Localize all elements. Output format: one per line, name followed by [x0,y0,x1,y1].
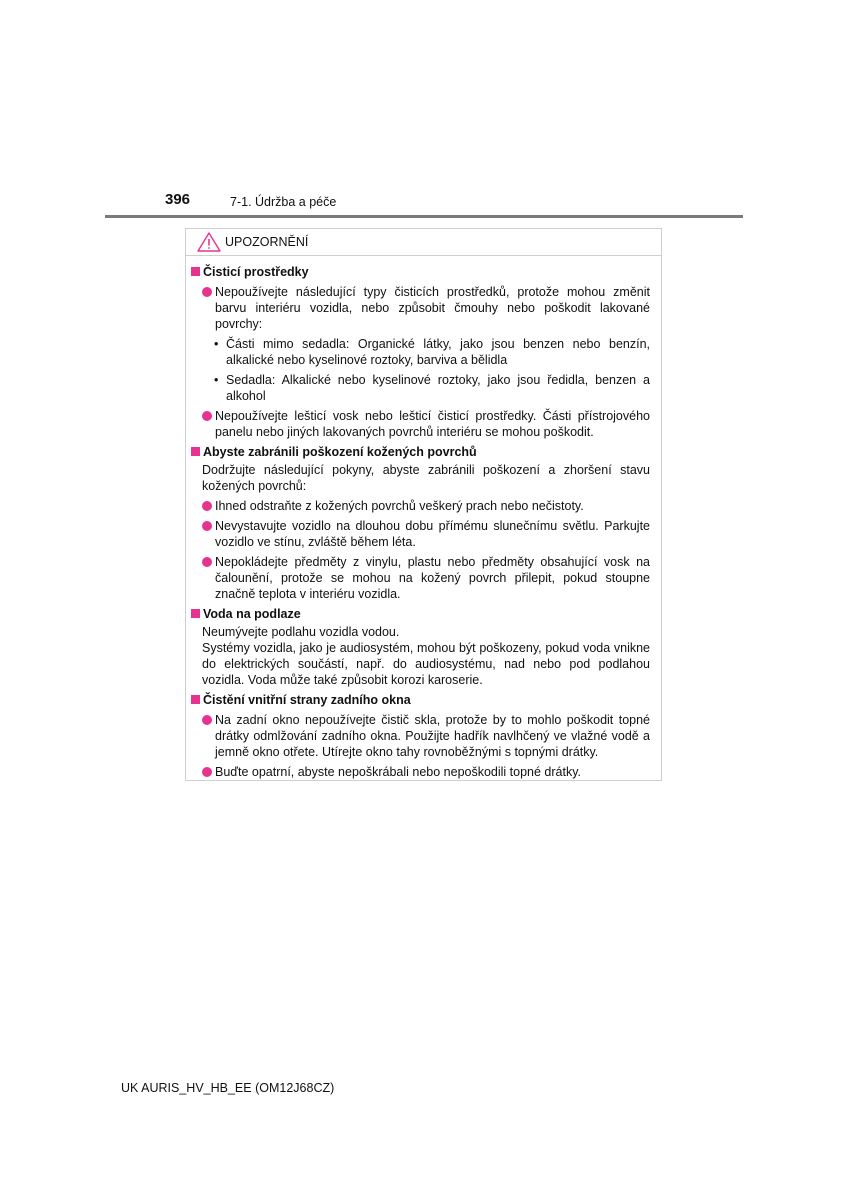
section-heading-rear-window [191,692,650,708]
pink-dot-icon [202,715,212,725]
pink-dot-icon [202,501,212,511]
section-heading-cleaners [191,264,650,280]
section-heading-leather [191,444,650,460]
pink-square-icon [191,609,200,618]
caution-box [185,228,662,781]
section-title: 7-1. Údržba a péče [230,195,337,209]
bullet-mark: • [214,373,219,387]
list-item-text: Na zadní okno nepoužívejte čistič skla, protože by to mohlo poškodit topné drátky odmlžování zadního okna. Použijte hadřík navlhčený ve vlažné vodě a jemně okno otřete. Utírejte okno tahy rovnoběžnými s topnými drátky. [215,713,650,759]
heading-text: Voda na podlaze [203,607,301,621]
list-item-text: Nevystavujte vozidlo na dlouhou dobu přímému slunečnímu světlu. Parkujte vozidlo ve stínu, zvláště během léta. [215,519,650,549]
paragraph: Dodržujte následující pokyny, abyste zabránili poškození a zhoršení stavu kožených povrchů: [202,463,650,493]
caution-header [186,229,661,256]
header-rule [105,215,743,218]
caution-body [186,256,661,780]
page-number: 396 [165,191,191,208]
pink-dot-icon [202,287,212,297]
list-item-text: Nepoužívejte lešticí vosk nebo lešticí čisticí prostředky. Části přístrojového panelu nebo jiných lakovaných povrchů interiéru se mohou poškodit. [215,409,650,439]
sub-list-item [191,372,650,404]
list-item [191,764,650,780]
sub-list-item-text: Části mimo sedadla: Organické látky, jako jsou benzen nebo benzín, alkalické nebo kyselinové roztoky, barviva a bělidla [226,337,650,367]
paragraph: Systémy vozidla, jako je audiosystém, mohou být poškozeny, pokud voda vnikne do elektrických součástí, např. do audiosystému, nad nebo pod podlahou vozidla. Voda může také způsobit korozi karoserie. [202,641,650,687]
list-item-text: Ihned odstraňte z kožených povrchů veškerý prach nebo nečistoty. [215,499,584,513]
list-item [191,284,650,332]
heading-text: Čistění vnitřní strany zadního okna [203,693,411,707]
heading-text: Čisticí prostředky [203,265,309,279]
list-item-text: Nepokládejte předměty z vinylu, plastu nebo předměty obsahující vosk na čalounění, protože se mohou na kožený povrch přilepit, pokud stoupne značně teplota v interiéru vozidla. [215,555,650,601]
list-item [191,712,650,760]
pink-square-icon [191,695,200,704]
footer-document-code: UK AURIS_HV_HB_EE (OM12J68CZ) [121,1081,335,1095]
paragraph: Neumývejte podlahu vozidla vodou. [202,625,400,639]
bullet-mark: • [214,337,219,351]
list-item [191,408,650,440]
list-item [191,498,650,514]
pink-square-icon [191,447,200,456]
sub-list-item-text: Sedadla: Alkalické nebo kyselinové roztoky, jako jsou ředidla, benzen a alkohol [226,373,650,403]
pink-dot-icon [202,557,212,567]
sub-list-item [191,336,650,368]
pink-dot-icon [202,767,212,777]
caution-label: UPOZORNĚNÍ [225,235,309,249]
list-item [191,518,650,550]
list-item-text: Buďte opatrní, abyste nepoškrábali nebo nepoškodili topné drátky. [215,765,582,779]
warning-triangle-icon [197,232,221,252]
pink-dot-icon [202,521,212,531]
pink-square-icon [191,267,200,276]
list-item [191,554,650,602]
pink-dot-icon [202,411,212,421]
section-heading-floor [191,606,650,622]
heading-text: Abyste zabránili poškození kožených povrchů [203,445,477,459]
list-item-text: Nepoužívejte následující typy čisticích prostředků, protože mohou změnit barvu interiéru vozidla, nebo způsobit čmouhy nebo poškodit lakované povrchy: [215,285,650,331]
